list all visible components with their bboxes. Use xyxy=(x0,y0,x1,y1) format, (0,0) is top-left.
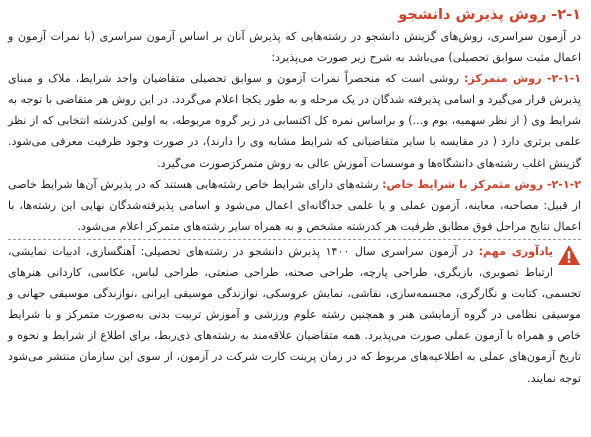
notice-label: یادآوری مهم: xyxy=(478,244,554,258)
central-method-heading: ۲-۱-۱- روش متمرکز: xyxy=(463,72,581,86)
special-method-paragraph xyxy=(8,174,581,237)
special-method-text: رشته‌های دارای شرایط خاص رشته‌هایی هستند که در پذیرش آن‌ها شرایط خاصی از قبیل: مصاحبه، معاینه، آزمون عملی و یا علمی جداگانه‌ای اعمال می‌شود و اسامی پذیرفته‌شدگان نهایی این رشته‌ها، با اعمال نتایج مراحل فوق مطابق ظرفیت هر کدرشته مشخص و به همراه سایر رشته‌های متمرکز اعلام می‌شود. xyxy=(8,177,581,233)
notice-text: در آزمون سراسری سال ۱۴۰۰ پذیرش دانشجو در رشته‌های تحصیلی: آهنگسازی، ادبیات نمایشی، ارتباط تصویری، بازیگری، طراحی پارچه، طراحی صحنه، طراحی صنعتی، طراحی لباس، عکاسی، کاردانی هنرهای تجسمی، کتابت و نگارگری، مجسمه‌سازی، نقاشی، نمایش عروسکی، نوازندگی موسیقی ایرانی ،نوازندگی موسیقی جهانی و موسیقی نظامی در گروه آزمایشی هنر و همچنین رشته علوم ورزشی و آموزش تربیت بدنی به‌صورت متمرکز و با شرایط خاص و همراه با آزمون عملی صورت می‌پذیرد. همه متقاضیان علاقه‌مند به رشته‌های ذی‌ربط، برای اطلاع از شرایط و نحوه و تاریخ آزمون‌های عملی به اطلاعیه‌های مربوط که در زمان پرینت کارت شرکت در آزمون، از سوی این سازمان منتشر می‌شود توجه نمایند. xyxy=(8,244,581,385)
section-title: ۲-۱- روش پذیرش دانشجو xyxy=(398,7,581,23)
exclamation-icon xyxy=(557,244,581,266)
central-method-text: روشی است که منحصراً نمرات آزمون و سوابق تحصیلی متقاضیان واجد شرایط، ملاک و مبنای پذیرش قرار می‌گیرد و اسامی پذیرفته شدگان در یک مرحله و به طور یکجا اعلام می‌گردد. در این روش هر متقاضی با توجه به شرایط وی ( از نظر سهمیه، بوم و...) و براساس نمره کل اکتسابی در زیر گروه مربوطه، به اولین کدرشته انتخابی که از نظر علمی برتری دارد ( در مقایسه با سایر متقاضیانی که شرایط مشابه وی را دارند)، در صورت وجود ظرفیت معرفی می‌شود. گزینش اغلب رشته‌های دانشگاه‌ها و موسسات آموزش عالی به روش متمرکزصورت می‌گیرد. xyxy=(8,72,581,170)
central-method-paragraph xyxy=(8,68,581,173)
notice-paragraph xyxy=(8,241,581,389)
intro-paragraph: در آزمون سراسری، روش‌های گزینش دانشجو در رشته‌هایی که پذیرش آنان بر اساس آزمون سراسری (با نمرات آزمون و اعمال مثبت سوابق تحصیلی) می‌باشد به شرح زیر صورت می‌پذیرد: xyxy=(8,30,581,65)
important-notice xyxy=(8,239,581,389)
special-method-heading: ۲-۱-۲- روش متمرکز با شرایط خاص: xyxy=(382,177,581,191)
